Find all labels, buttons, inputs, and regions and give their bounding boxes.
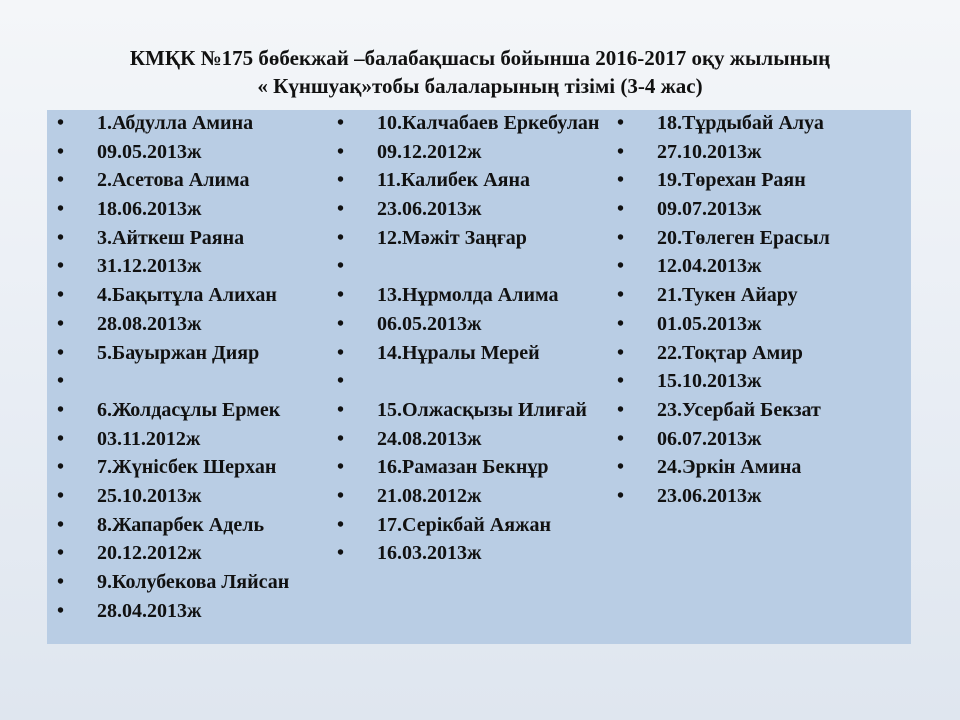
list-item: • 1.Абдулла Амина	[57, 112, 357, 134]
list-item: • 7.Жүнісбек Шерхан	[57, 456, 357, 478]
list-item: • 8.Жапарбек Адель	[57, 514, 357, 536]
list-item: • 4.Бақытұла Алихан	[57, 284, 357, 306]
list-item: • 21.08.2012ж	[337, 485, 637, 507]
list-item: • 25.10.2013ж	[57, 485, 357, 507]
list-item: • 16.03.2013ж	[337, 542, 637, 564]
list-item	[337, 370, 637, 392]
list-item: • 12.04.2013ж	[617, 255, 907, 277]
list-item: • 06.07.2013ж	[617, 428, 907, 450]
list-item: • 21.Тукен Айару	[617, 284, 907, 306]
list-item: • 24.Эркін Амина	[617, 456, 907, 478]
list-item: • 24.08.2013ж	[337, 428, 637, 450]
list-item: • 3.Айткеш Раяна	[57, 227, 357, 249]
list-item: • 17.Серікбай Аяжан	[337, 514, 637, 536]
list-column-2	[337, 112, 637, 571]
list-item: • 18.06.2013ж	[57, 198, 357, 220]
list-item: • 28.04.2013ж	[57, 600, 357, 622]
title-line-2: « Күншуақ»тобы балаларының тізімі (3-4 жас)	[257, 74, 703, 98]
list-item: • 15.Олжасқызы Илиғай	[337, 399, 637, 421]
list-item: • 09.07.2013ж	[617, 198, 907, 220]
list-item: • 15.10.2013ж	[617, 370, 907, 392]
title-line-1: КМҚК №175 бөбекжай –балабақшасы бойынша 2016-2017 оқу жылының	[129, 46, 831, 70]
list-item: • 6.Жолдасұлы Ермек	[57, 399, 357, 421]
list-item: • 2.Асетова Алима	[57, 169, 357, 191]
list-column-1	[57, 112, 357, 628]
list-item: • 01.05.2013ж	[617, 313, 907, 335]
list-item: • 09.12.2012ж	[337, 141, 637, 163]
list-item: • 5.Бауыржан Дияр	[57, 342, 357, 364]
list-item: • 9.Колубекова Ляйсан	[57, 571, 357, 593]
list-item: • 20.12.2012ж	[57, 542, 357, 564]
list-item: • 23.06.2013ж	[337, 198, 637, 220]
list-item	[337, 255, 637, 277]
list-item	[57, 370, 357, 392]
list-item: • 03.11.2012ж	[57, 428, 357, 450]
list-item: • 14.Нұралы Мерей	[337, 342, 637, 364]
list-item: • 18.Тұрдыбай Алуа	[617, 112, 907, 134]
list-item: • 09.05.2013ж	[57, 141, 357, 163]
list-item: • 06.05.2013ж	[337, 313, 637, 335]
list-item: • 22.Тоқтар Амир	[617, 342, 907, 364]
children-list-panel	[47, 110, 911, 644]
list-item: • 19.Төрехан Раян	[617, 169, 907, 191]
list-item: • 20.Төлеген Ерасыл	[617, 227, 907, 249]
list-item: • 16.Рамазан Бекнұр	[337, 456, 637, 478]
list-item: • 11.Калибек Аяна	[337, 169, 637, 191]
list-item: • 27.10.2013ж	[617, 141, 907, 163]
list-column-3	[617, 112, 907, 514]
list-item: • 23.Усербай Бекзат	[617, 399, 907, 421]
list-item: • 28.08.2013ж	[57, 313, 357, 335]
page-title	[0, 44, 960, 100]
list-item: • 10.Калчабаев Еркебулан	[337, 112, 637, 134]
list-item: • 31.12.2013ж	[57, 255, 357, 277]
list-item: • 13.Нұрмолда Алима	[337, 284, 637, 306]
list-item: • 12.Мәжіт Заңғар	[337, 227, 637, 249]
list-item: • 23.06.2013ж	[617, 485, 907, 507]
